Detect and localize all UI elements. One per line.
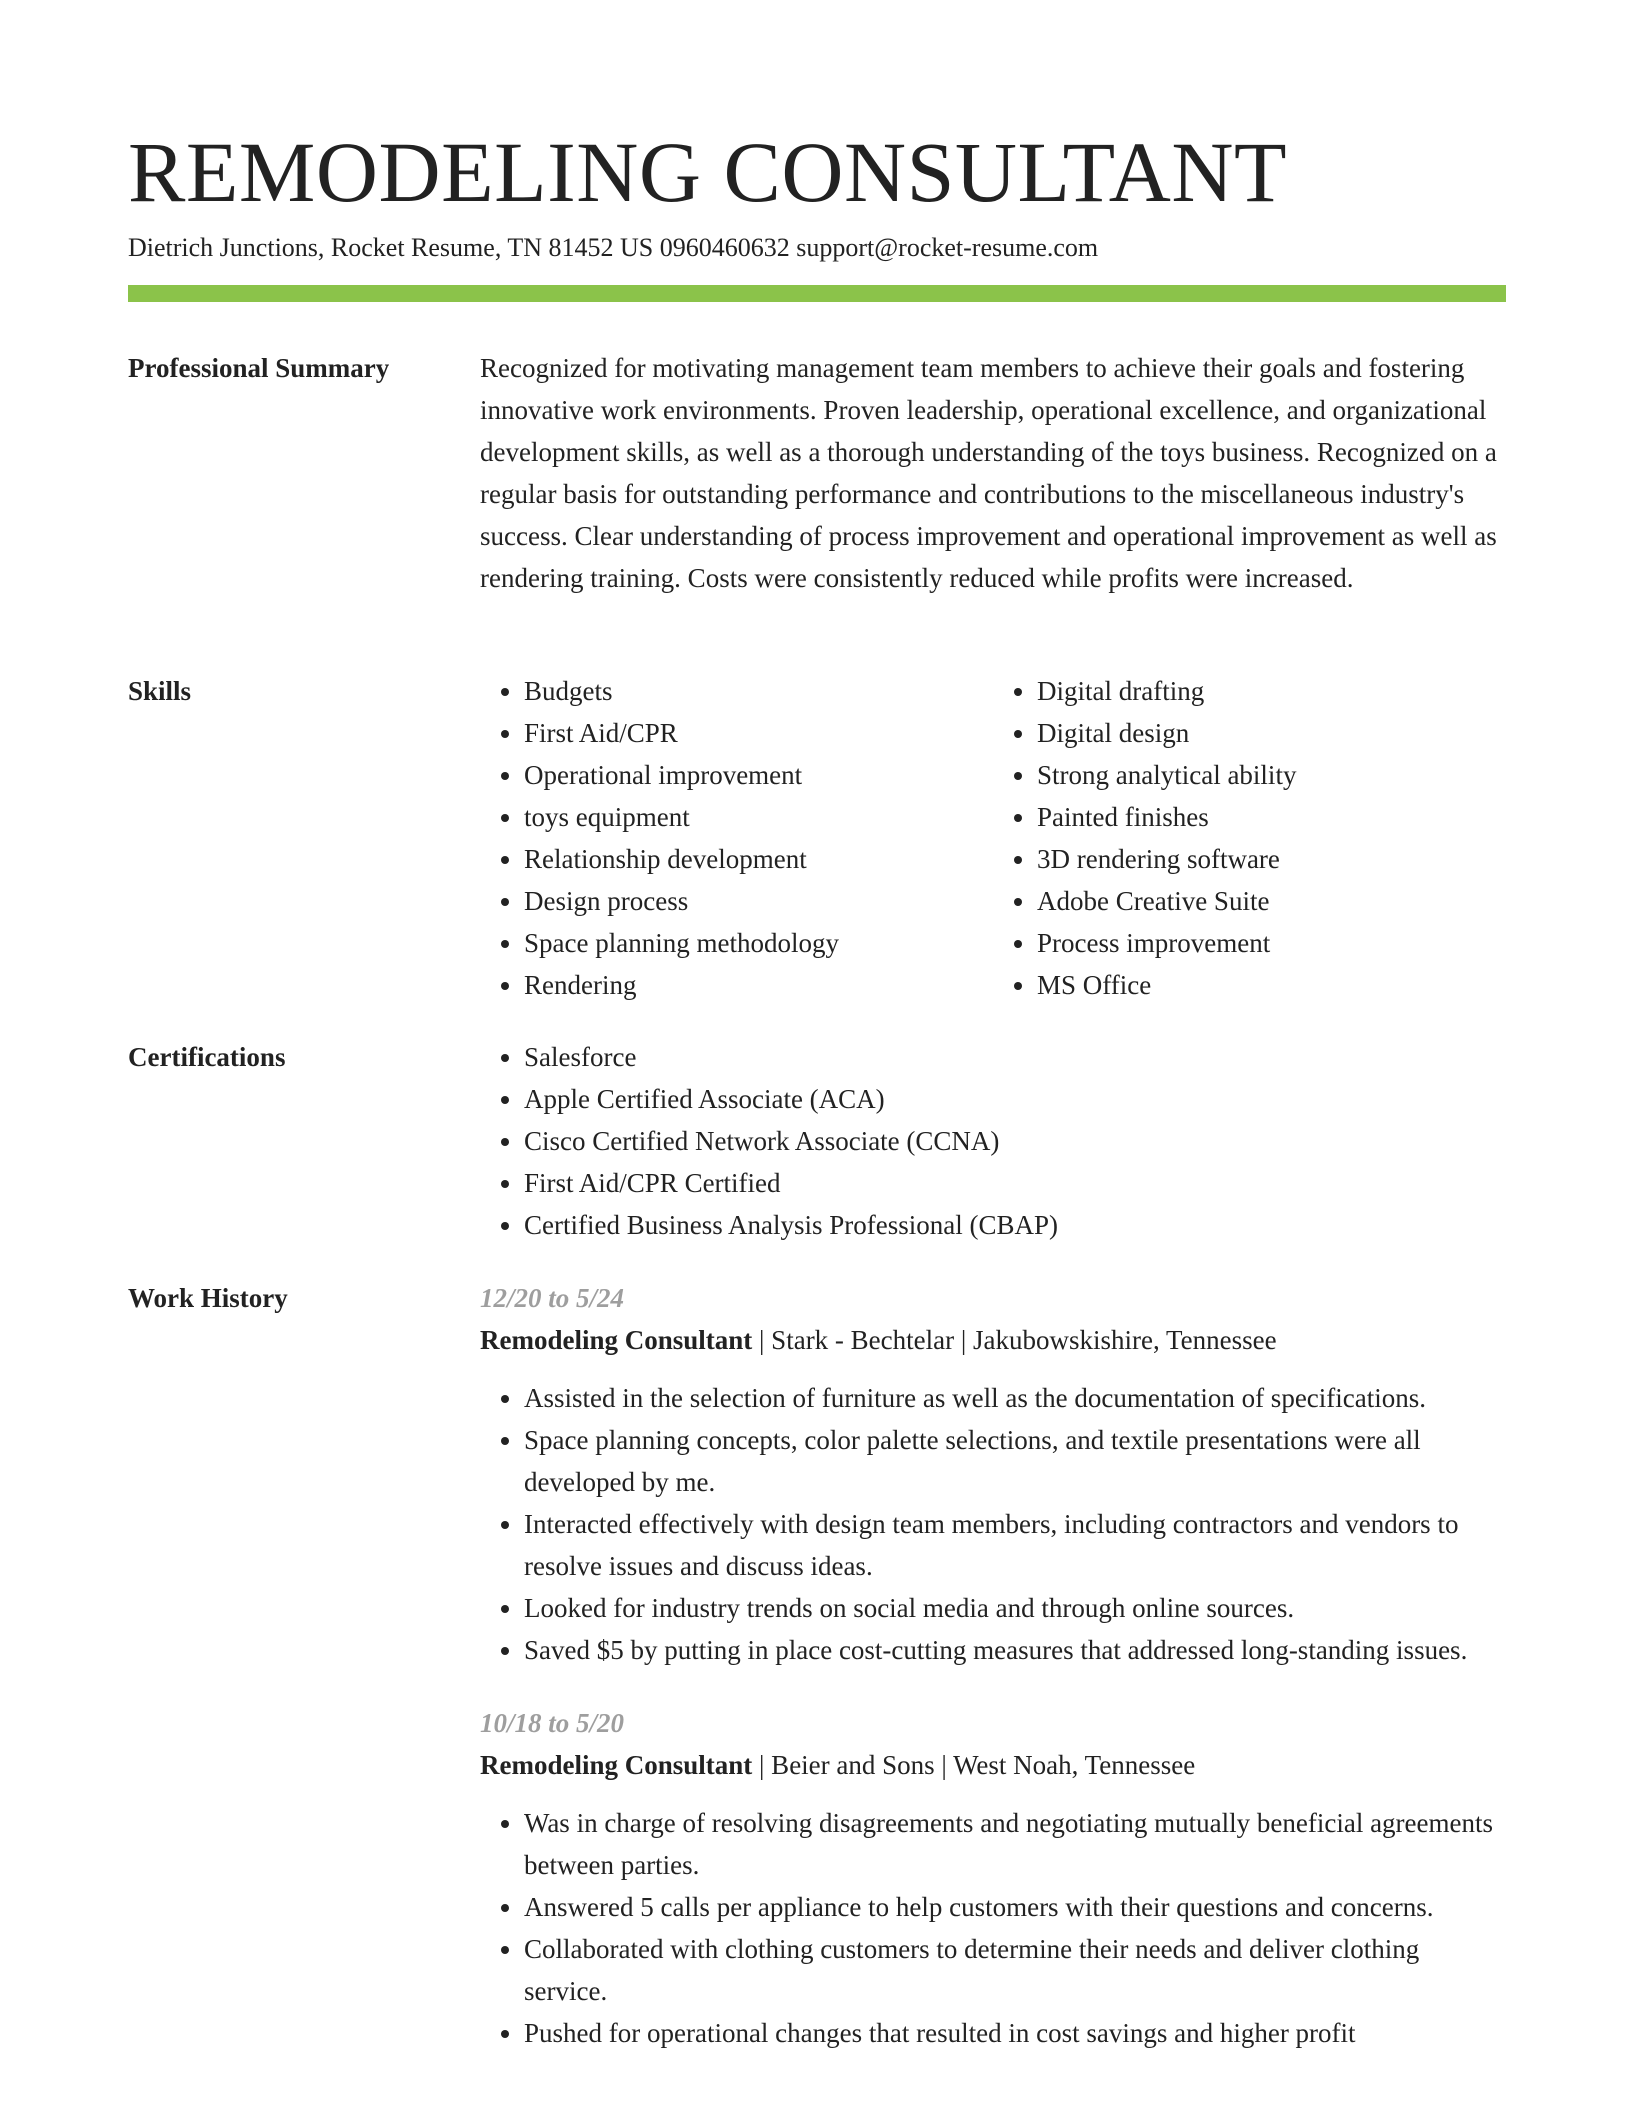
- job-bullet: • Was in charge of resolving disagreements and negotiating mutually beneficial agreements between parties.: [524, 1802, 1506, 1886]
- skill-item: • MS Office: [1037, 964, 1506, 1006]
- skill-item: • Relationship development: [524, 838, 993, 880]
- skills-list-left: [480, 670, 993, 1006]
- skill-item: • Rendering: [524, 964, 993, 1006]
- job-bullet: • Assisted in the selection of furniture as well as the documentation of specifications.: [524, 1377, 1506, 1419]
- job-entry: [480, 1277, 1506, 1671]
- skill-item: • Adobe Creative Suite: [1037, 880, 1506, 922]
- job-bullet: • Space planning concepts, color palette selections, and textile presentations were all developed by me.: [524, 1419, 1506, 1503]
- skills-list-right: [993, 670, 1506, 1006]
- job-title-line: [480, 1744, 1506, 1786]
- job-title-line: [480, 1319, 1506, 1361]
- certification-item: • Salesforce: [524, 1036, 1506, 1078]
- skill-item: • First Aid/CPR: [524, 712, 993, 754]
- skill-item: • Digital design: [1037, 712, 1506, 754]
- job-details: | Beier and Sons | West Noah, Tennessee: [752, 1750, 1196, 1780]
- job-bullet-list: [480, 1802, 1506, 2054]
- summary-text: Recognized for motivating management team members to achieve their goals and fostering innovative work environments. Proven leadership, operational excellence, and organizational development skills, as well as a thorough understanding of the toys business. Recognized on a regular basis for outstanding performance and contributions to the miscellaneous industry's success. Clear understanding of process improvement and operational improvement as well as rendering training. Costs were consistently reduced while profits were increased.: [480, 353, 1497, 593]
- job-dates: 12/20 to 5/24: [480, 1283, 625, 1313]
- resume-name: REMODELING CONSULTANT: [128, 124, 1288, 220]
- certification-item: • Apple Certified Associate (ACA): [524, 1078, 1506, 1120]
- certifications-list: [480, 1036, 1506, 1246]
- certification-item: • Certified Business Analysis Professional (CBAP): [524, 1204, 1506, 1246]
- job-bullet: • Answered 5 calls per appliance to help customers with their questions and concerns.: [524, 1886, 1506, 1928]
- job-bullet: • Collaborated with clothing customers to determine their needs and deliver clothing service.: [524, 1928, 1506, 2012]
- summary-body: [480, 347, 1506, 599]
- skill-item: • Design process: [524, 880, 993, 922]
- header-divider: [128, 285, 1506, 302]
- contact-info: Dietrich Junctions, Rocket Resume, TN 81452 US 0960460632 support@rocket-resume.com: [128, 233, 1099, 262]
- job-bullet: • Interacted effectively with design team members, including contractors and vendors to resolve issues and discuss ideas.: [524, 1503, 1506, 1587]
- skill-item: • Process improvement: [1037, 922, 1506, 964]
- job-details: | Stark - Bechtelar | Jakubowskishire, Tennessee: [752, 1325, 1277, 1355]
- skill-item: • Space planning methodology: [524, 922, 993, 964]
- skill-item: • toys equipment: [524, 796, 993, 838]
- skill-item: • Strong analytical ability: [1037, 754, 1506, 796]
- section-label-summary: Professional Summary: [128, 353, 390, 383]
- job-title: Remodeling Consultant: [480, 1325, 753, 1355]
- job-bullet-list: [480, 1377, 1506, 1671]
- job-bullet: • Saved $5 by putting in place cost-cutting measures that addressed long-standing issues.: [524, 1629, 1506, 1671]
- section-label-work-history: Work History: [128, 1283, 288, 1313]
- job-bullet: • Looked for industry trends on social media and through online sources.: [524, 1587, 1506, 1629]
- work-history-body: [480, 1277, 1506, 2054]
- job-title: Remodeling Consultant: [480, 1750, 753, 1780]
- skill-item: • Budgets: [524, 670, 993, 712]
- job-dates: 10/18 to 5/20: [480, 1708, 625, 1738]
- section-label-skills: Skills: [128, 676, 192, 706]
- job-bullet: • Pushed for operational changes that resulted in cost savings and higher profit: [524, 2012, 1506, 2054]
- certifications-body: [480, 1036, 1506, 1246]
- certification-item: • First Aid/CPR Certified: [524, 1162, 1506, 1204]
- section-label-certifications: Certifications: [128, 1042, 286, 1072]
- skill-item: • 3D rendering software: [1037, 838, 1506, 880]
- skill-item: • Digital drafting: [1037, 670, 1506, 712]
- skills-body: [480, 670, 1506, 1006]
- skill-item: • Operational improvement: [524, 754, 993, 796]
- skill-item: • Painted finishes: [1037, 796, 1506, 838]
- job-entry: [480, 1702, 1506, 2054]
- certification-item: • Cisco Certified Network Associate (CCNA): [524, 1120, 1506, 1162]
